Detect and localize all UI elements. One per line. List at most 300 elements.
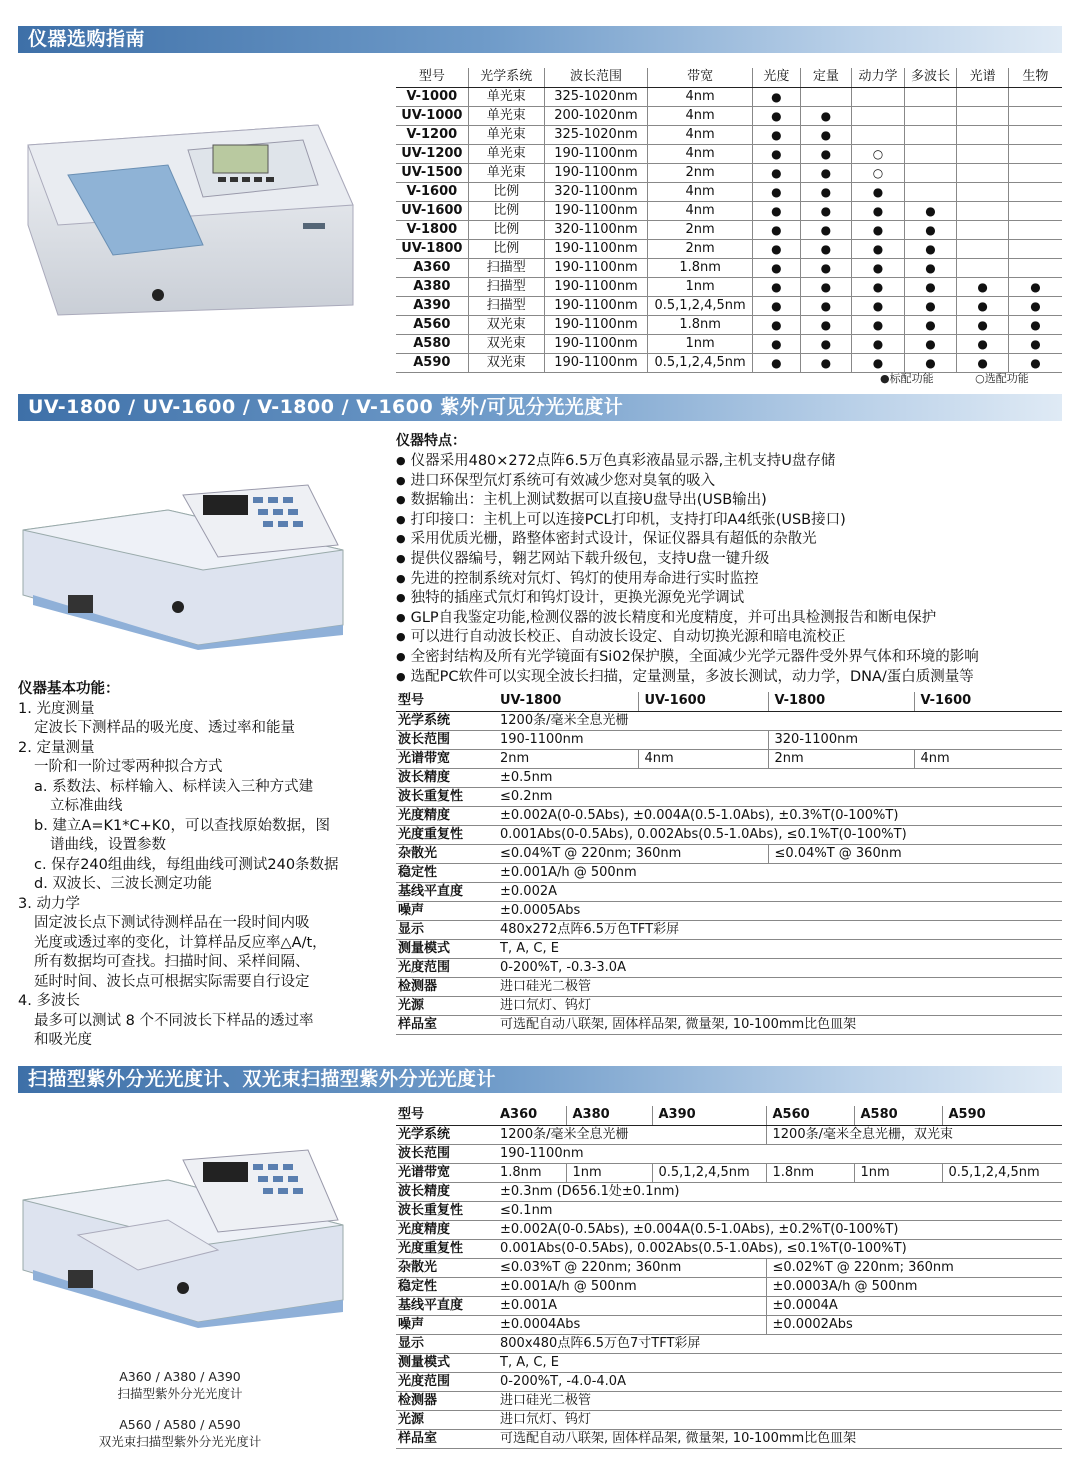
table-row (396, 1315, 1062, 1334)
features-list (396, 452, 979, 687)
cell: 光源 (396, 1410, 494, 1429)
cell: ≤0.04%T @ 220nm; 360nm (494, 844, 768, 863)
header-cell: 动力学 (852, 68, 905, 87)
cell: 光度重复性 (396, 1239, 494, 1258)
cell: 2nm (768, 749, 914, 768)
table-cell: 320-1100nm (544, 182, 647, 201)
feature-mark-cell: ● (904, 353, 957, 372)
cell: 0.001Abs(0-0.5Abs), 0.002Abs(0.5-1.0Abs), ≤0.1%T(0-100%T) (494, 1239, 1062, 1258)
table-cell: 单光束 (468, 125, 544, 144)
cell: A580 (854, 1106, 942, 1125)
cell: 进口硅光二极管 (494, 977, 1062, 996)
table-row (396, 901, 1062, 920)
table-row (396, 844, 1062, 863)
feature-mark-cell: ● (753, 144, 800, 163)
caption-desc: 双光束扫描型紫外分光光度计 (98, 1434, 262, 1449)
cell: 波长范围 (396, 730, 494, 749)
cell: 0-200%T, -0.3-3.0A (494, 958, 1062, 977)
cell: 样品室 (396, 1015, 494, 1034)
feature-mark-cell (1008, 125, 1062, 144)
table-row (396, 806, 1062, 825)
model-cell: UV-1200 (396, 144, 468, 163)
feature-mark-cell: ○ (852, 163, 905, 182)
feature-mark-cell: ● (904, 315, 957, 334)
table-cell: 双光束 (468, 353, 544, 372)
cell: 进口硅光二极管 (494, 1391, 1062, 1410)
table-cell: 4nm (648, 201, 753, 220)
table-row (396, 1296, 1062, 1315)
feature-mark-cell: ● (904, 258, 957, 277)
table-cell: 325-1020nm (544, 125, 647, 144)
cell: ±0.002A(0-0.5Abs), ±0.004A(0.5-1.0Abs), ±0.3%T(0-100%T) (494, 806, 1062, 825)
cell: 光度范围 (396, 1372, 494, 1391)
cell: A390 (652, 1106, 766, 1125)
table-cell: 0.5,1,2,4,5nm (648, 296, 753, 315)
model-cell: A560 (396, 315, 468, 334)
feature-mark-cell: ● (1008, 277, 1062, 296)
table-cell: 4nm (648, 144, 753, 163)
legend (880, 370, 1067, 386)
table-row (396, 106, 1062, 125)
feature-mark-cell: ● (800, 296, 852, 315)
feature-mark-cell (957, 87, 1009, 106)
feature-mark-cell: ● (800, 106, 852, 125)
table-cell: 单光束 (468, 163, 544, 182)
function-line: 定波长下测样品的吸光度、透过率和能量 (34, 720, 295, 736)
table-cell: 比例 (468, 239, 544, 258)
cell: 0-200%T, -4.0-4.0A (494, 1372, 1062, 1391)
feature-mark-cell: ● (800, 125, 852, 144)
feature-mark-cell: ● (753, 296, 800, 315)
cell: 光度精度 (396, 806, 494, 825)
feature-mark-cell: ● (852, 182, 905, 201)
feature-mark-cell: ● (753, 220, 800, 239)
header-cell: 型号 (396, 68, 468, 87)
spectrophotometer-image-v1000 (18, 105, 358, 320)
feature-mark-cell: ● (800, 201, 852, 220)
table-row (396, 182, 1062, 201)
feature-mark-cell: ● (957, 334, 1009, 353)
feature-item: ● 可以进行自动波长校正、自动波长设定、自动切换光源和暗电流校正 (396, 628, 979, 648)
cell: 波长重复性 (396, 787, 494, 806)
feature-mark-cell (904, 87, 957, 106)
feature-mark-cell: ● (800, 315, 852, 334)
feature-mark-cell: ● (753, 334, 800, 353)
table-row (396, 730, 1062, 749)
cell: 波长重复性 (396, 1201, 494, 1220)
feature-mark-cell (904, 182, 957, 201)
table-cell: 1.8nm (648, 258, 753, 277)
table-row (396, 1201, 1062, 1220)
feature-mark-cell (957, 258, 1009, 277)
section-banner-guide: 仪器选购指南 (18, 26, 1062, 53)
model-cell: UV-1600 (396, 201, 468, 220)
feature-mark-cell: ● (800, 353, 852, 372)
cell: 320-1100nm (768, 730, 1062, 749)
table-row (396, 220, 1062, 239)
cell: 波长精度 (396, 768, 494, 787)
table-row (396, 144, 1062, 163)
table-row (396, 996, 1062, 1015)
function-line: 一阶和一阶过零两种拟合方式 (34, 759, 223, 775)
section-banner-scan: 扫描型紫外分光光度计、双光束扫描型紫外分光光度计 (18, 1066, 1062, 1093)
cell: 480x272点阵6.5万色TFT彩屏 (494, 920, 1062, 939)
feature-mark-cell: ● (800, 334, 852, 353)
cell: A590 (942, 1106, 1062, 1125)
feature-item: ● 提供仪器编号，翱艺网站下载升级包，支持U盘一键升级 (396, 550, 979, 570)
table-cell: 320-1100nm (544, 220, 647, 239)
feature-mark-cell (957, 201, 1009, 220)
table-row (396, 1182, 1062, 1201)
function-line: 3. 动力学 (18, 895, 80, 912)
feature-mark-cell: ● (852, 353, 905, 372)
model-cell: V-1200 (396, 125, 468, 144)
table-cell: 2nm (648, 163, 753, 182)
cell: ±0.002A(0-0.5Abs), ±0.004A(0.5-1.0Abs), ±0.2%T(0-100%T) (494, 1220, 1062, 1239)
caption-a360 (60, 1368, 300, 1402)
table-cell: 2nm (648, 220, 753, 239)
cell: 1200条/毫米全息光栅，双光束 (766, 1125, 1062, 1144)
cell: ±0.3nm (D656.1处±0.1nm) (494, 1182, 1062, 1201)
cell: ≤0.2nm (494, 787, 1062, 806)
table-cell: 190-1100nm (544, 296, 647, 315)
function-line: 所有数据均可查找。扫描时间、采样间隔、 (34, 954, 310, 970)
cell: 型号 (396, 692, 494, 711)
feature-item: ● GLP自我鉴定功能,检测仪器的波长精度和光度精度，并可出具检测报告和断电保护 (396, 609, 979, 629)
cell: 波长范围 (396, 1144, 494, 1163)
cell: 稳定性 (396, 863, 494, 882)
cell: 可选配自动八联架, 固体样品架, 微量架, 10-100mm比色皿架 (494, 1015, 1062, 1034)
feature-mark-cell: ● (753, 106, 800, 125)
feature-item: ● 进口环保型氘灯系统可有效减少您对臭氧的吸入 (396, 472, 979, 492)
feature-mark-cell: ● (753, 353, 800, 372)
function-line: 4. 多波长 (18, 993, 80, 1009)
table-cell: 190-1100nm (544, 163, 647, 182)
table-row (396, 1391, 1062, 1410)
cell: 显示 (396, 1334, 494, 1353)
model-cell: V-1000 (396, 87, 468, 106)
feature-mark-cell: ● (1008, 315, 1062, 334)
feature-mark-cell: ● (852, 296, 905, 315)
selection-guide-table (396, 68, 1062, 373)
feature-mark-cell (1008, 239, 1062, 258)
model-cell: A580 (396, 334, 468, 353)
feature-mark-cell: ● (1008, 296, 1062, 315)
table-row (396, 939, 1062, 958)
cell: T, A, C, E (494, 1353, 1062, 1372)
cell: 型号 (396, 1106, 494, 1125)
model-cell: A360 (396, 258, 468, 277)
header-cell: 光度 (753, 68, 800, 87)
feature-mark-cell (957, 220, 1009, 239)
function-line: b. 建立A=K1*C+K0，可以查找原始数据，图 (34, 817, 330, 834)
table-cell: 4nm (648, 87, 753, 106)
table-row (396, 1239, 1062, 1258)
feature-mark-cell (852, 106, 905, 125)
cell: 2nm (494, 749, 638, 768)
function-line: 立标准曲线 (50, 798, 123, 814)
table-row (396, 1353, 1062, 1372)
feature-item: ● 数据输出：主机上测试数据可以直接U盘导出(USB输出) (396, 491, 979, 511)
cell: ≤0.04%T @ 360nm (768, 844, 1062, 863)
cell: ±0.0002Abs (766, 1315, 1062, 1334)
feature-mark-cell (957, 125, 1009, 144)
table-cell: 190-1100nm (544, 239, 647, 258)
cell: 光谱带宽 (396, 749, 494, 768)
cell: 1nm (854, 1163, 942, 1182)
function-line: a. 系数法、标样输入、标样读入三种方式建 (34, 778, 314, 795)
table-row (396, 125, 1062, 144)
feature-mark-cell: ● (800, 277, 852, 296)
section-banner-uv1800: UV-1800 / UV-1600 / V-1800 / V-1600 紫外/可见分光光度计 (18, 394, 1062, 421)
model-cell: UV-1800 (396, 239, 468, 258)
table-cell: 190-1100nm (544, 144, 647, 163)
feature-mark-cell: ● (852, 201, 905, 220)
feature-mark-cell: ● (753, 258, 800, 277)
cell: 波长精度 (396, 1182, 494, 1201)
feature-item: ● 采用优质光栅，路整体密封式设计，保证仪器具有超低的杂散光 (396, 530, 979, 550)
table-cell: 190-1100nm (544, 258, 647, 277)
feature-mark-cell: ● (800, 144, 852, 163)
table-cell: 1nm (648, 334, 753, 353)
table-cell: 190-1100nm (544, 201, 647, 220)
feature-mark-cell (1008, 182, 1062, 201)
feature-mark-cell (904, 125, 957, 144)
table-cell: 1.8nm (648, 315, 753, 334)
feature-item: ● 仪器采用480×272点阵6.5万色真彩液晶显示器,主机支持U盘存储 (396, 452, 979, 472)
cell: ±0.0005Abs (494, 901, 1062, 920)
spectrophotometer-image-uv1800 (18, 475, 348, 650)
feature-mark-cell (957, 163, 1009, 182)
table-cell: 比例 (468, 220, 544, 239)
cell: ±0.001A/h @ 500nm (494, 1277, 766, 1296)
feature-mark-cell: ● (957, 315, 1009, 334)
cell: ±0.001A/h @ 500nm (494, 863, 1062, 882)
table-row (396, 258, 1062, 277)
table-cell: 比例 (468, 201, 544, 220)
table-cell: 200-1020nm (544, 106, 647, 125)
feature-mark-cell: ● (852, 239, 905, 258)
feature-item: ● 全密封结构及所有光学镜面有Si02保护膜，全面减少光学元器件受外界气体和环境的影响 (396, 648, 979, 668)
header-cell: 光学系统 (468, 68, 544, 87)
feature-mark-cell: ● (753, 239, 800, 258)
feature-item: ● 独特的插座式氘灯和钨灯设计，更换光源免光学调试 (396, 589, 979, 609)
feature-mark-cell (904, 163, 957, 182)
cell: ±0.001A (494, 1296, 766, 1315)
feature-mark-cell: ● (904, 296, 957, 315)
table-cell: 比例 (468, 182, 544, 201)
header-cell: 生物 (1008, 68, 1062, 87)
cell: 噪声 (396, 1315, 494, 1334)
cell: 进口氘灯、钨灯 (494, 996, 1062, 1015)
caption-a560 (60, 1416, 300, 1450)
table-row (396, 201, 1062, 220)
table-row (396, 1015, 1062, 1034)
table-row (396, 692, 1062, 711)
cell: 噪声 (396, 901, 494, 920)
feature-mark-cell: ● (904, 277, 957, 296)
table-cell: 单光束 (468, 87, 544, 106)
table-row (396, 87, 1062, 106)
feature-mark-cell (957, 144, 1009, 163)
cell: 光学系统 (396, 1125, 494, 1144)
cell: 基线平直度 (396, 1296, 494, 1315)
cell: ±0.0003A/h @ 500nm (766, 1277, 1062, 1296)
feature-mark-cell: ● (904, 334, 957, 353)
cell: 4nm (914, 749, 1062, 768)
table-cell: 190-1100nm (544, 315, 647, 334)
function-line: d. 双波长、三波长测定功能 (34, 876, 212, 892)
cell: 190-1100nm (494, 730, 768, 749)
table-row (396, 863, 1062, 882)
feature-mark-cell: ● (852, 315, 905, 334)
cell: 检测器 (396, 977, 494, 996)
cell: ±0.0004Abs (494, 1315, 766, 1334)
table-row (396, 1372, 1062, 1391)
function-line: 光度或透过率的变化，计算样品反应率△A/t， (34, 934, 327, 951)
cell: 1.8nm (494, 1163, 566, 1182)
cell: T, A, C, E (494, 939, 1062, 958)
spectrophotometer-image-a360 (18, 1140, 348, 1330)
feature-mark-cell: ● (957, 296, 1009, 315)
feature-mark-cell: ● (753, 201, 800, 220)
cell: 0.5,1,2,4,5nm (652, 1163, 766, 1182)
feature-mark-cell (1008, 220, 1062, 239)
cell: V-1800 (768, 692, 914, 711)
cell: 显示 (396, 920, 494, 939)
feature-mark-cell (852, 87, 905, 106)
features-title: 仪器特点： (396, 433, 466, 449)
feature-mark-cell: ● (1008, 334, 1062, 353)
cell: 可选配自动八联架, 固体样品架, 微量架, 10-100mm比色皿架 (494, 1429, 1062, 1448)
table-cell: 2nm (648, 239, 753, 258)
model-cell: V-1600 (396, 182, 468, 201)
table-cell: 4nm (648, 125, 753, 144)
cell: 杂散光 (396, 844, 494, 863)
header-cell: 光谱 (957, 68, 1009, 87)
feature-mark-cell (904, 144, 957, 163)
table-cell: 1nm (648, 277, 753, 296)
table-row (396, 825, 1062, 844)
cell: 光谱带宽 (396, 1163, 494, 1182)
cell: 光学系统 (396, 711, 494, 730)
cell: ±0.0004A (766, 1296, 1062, 1315)
feature-mark-cell (1008, 258, 1062, 277)
model-cell: UV-1000 (396, 106, 468, 125)
table-row (396, 1144, 1062, 1163)
caption-models: A560 / A580 / A590 (119, 1417, 241, 1432)
table-row (396, 315, 1062, 334)
spec-table-uv1800 (396, 692, 1062, 1035)
feature-mark-cell (800, 87, 852, 106)
feature-mark-cell (1008, 106, 1062, 125)
cell: 光度范围 (396, 958, 494, 977)
header-cell: 带宽 (648, 68, 753, 87)
table-header-row (396, 68, 1062, 87)
table-row (396, 768, 1062, 787)
model-cell: A380 (396, 277, 468, 296)
feature-item: ● 先进的控制系统对氘灯、钨灯的使用寿命进行实时监控 (396, 570, 979, 590)
cell: ≤0.02%T @ 220nm; 360nm (766, 1258, 1062, 1277)
table-row (396, 239, 1062, 258)
feature-mark-cell: ● (904, 220, 957, 239)
cell: 样品室 (396, 1429, 494, 1448)
table-row (396, 958, 1062, 977)
cell: 1.8nm (766, 1163, 854, 1182)
cell: 0.001Abs(0-0.5Abs), 0.002Abs(0.5-1.0Abs), ≤0.1%T(0-100%T) (494, 825, 1062, 844)
table-cell: 190-1100nm (544, 334, 647, 353)
feature-mark-cell: ● (852, 258, 905, 277)
cell: 光度重复性 (396, 825, 494, 844)
table-row (396, 1277, 1062, 1296)
feature-mark-cell: ● (852, 334, 905, 353)
feature-mark-cell: ● (753, 182, 800, 201)
function-line: 最多可以测试 8 个不同波长下样品的透过率 (34, 1012, 314, 1029)
caption-models: A360 / A380 / A390 (119, 1369, 241, 1384)
function-line: 谱曲线，设置参数 (50, 837, 166, 853)
feature-mark-cell: ● (904, 201, 957, 220)
legend-optional: ○选配功能 (975, 372, 1029, 385)
cell: UV-1600 (638, 692, 768, 711)
header-cell: 波长范围 (544, 68, 647, 87)
table-row (396, 711, 1062, 730)
table-cell: 双光束 (468, 334, 544, 353)
cell: UV-1800 (494, 692, 638, 711)
table-row (396, 1163, 1062, 1182)
table-cell: 190-1100nm (544, 277, 647, 296)
cell: 基线平直度 (396, 882, 494, 901)
table-cell: 4nm (648, 106, 753, 125)
legend-standard: ●标配功能 (880, 372, 934, 385)
feature-mark-cell: ● (800, 220, 852, 239)
cell: 800x480点阵6.5万色7寸TFT彩屏 (494, 1334, 1062, 1353)
table-cell: 双光束 (468, 315, 544, 334)
function-line: 固定波长点下测试待测样品在一段时间内吸 (34, 915, 310, 931)
table-cell: 0.5,1,2,4,5nm (648, 353, 753, 372)
feature-mark-cell: ● (852, 220, 905, 239)
cell: 杂散光 (396, 1258, 494, 1277)
cell: 1nm (566, 1163, 652, 1182)
feature-mark-cell: ● (957, 353, 1009, 372)
model-cell: A590 (396, 353, 468, 372)
cell: V-1600 (914, 692, 1062, 711)
table-row (396, 1334, 1062, 1353)
feature-mark-cell: ● (800, 163, 852, 182)
cell: 光度精度 (396, 1220, 494, 1239)
feature-mark-cell: ● (1008, 353, 1062, 372)
table-row (396, 882, 1062, 901)
cell: 检测器 (396, 1391, 494, 1410)
feature-item: ● 打印接口：主机上可以连接PCL打印机，支持打印A4纸张(USB接口) (396, 511, 979, 531)
function-line: 和吸光度 (34, 1032, 92, 1048)
table-row (396, 1106, 1062, 1125)
feature-mark-cell: ● (753, 87, 800, 106)
cell: 测量模式 (396, 939, 494, 958)
model-cell: A390 (396, 296, 468, 315)
feature-mark-cell: ● (852, 277, 905, 296)
feature-mark-cell: ● (904, 239, 957, 258)
table-row (396, 163, 1062, 182)
table-row (396, 920, 1062, 939)
feature-mark-cell: ● (800, 239, 852, 258)
model-cell: V-1800 (396, 220, 468, 239)
table-row (396, 1410, 1062, 1429)
feature-mark-cell: ● (800, 258, 852, 277)
function-line: c. 保存240组曲线，每组曲线可测试240条数据 (34, 856, 339, 873)
feature-mark-cell: ● (753, 315, 800, 334)
table-row (396, 787, 1062, 806)
feature-mark-cell: ● (753, 125, 800, 144)
